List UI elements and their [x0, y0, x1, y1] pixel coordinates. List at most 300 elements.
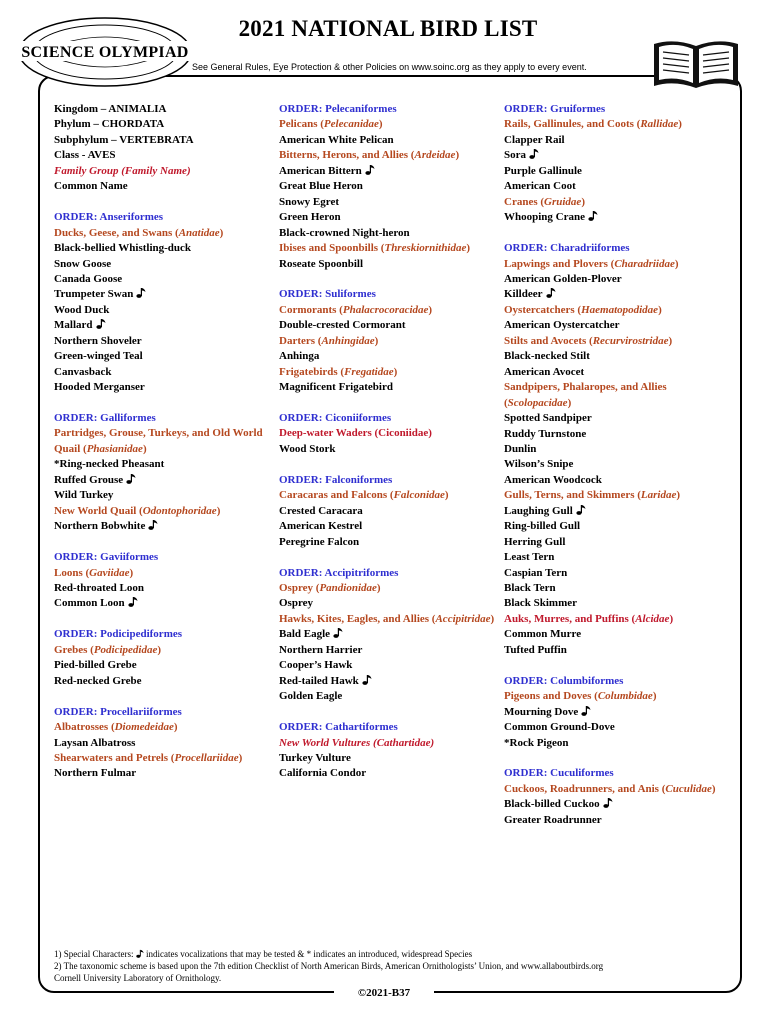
list-item [54, 257, 274, 272]
bird-name: Red-necked Grebe [54, 674, 142, 687]
list-item [504, 720, 724, 735]
policy-notice: See General Rules, Eye Protection & other Policies on www.soinc.org as they apply to every event. [190, 62, 654, 72]
list-item [279, 504, 499, 519]
footnotes [54, 948, 734, 984]
list-item [504, 179, 724, 194]
spacer [54, 535, 274, 550]
bird-name: Snowy Egret [279, 195, 339, 208]
bird-name: Common Ground-Dove [504, 721, 615, 734]
music-note-icon [148, 519, 158, 530]
spacer [279, 550, 499, 565]
bird-name: Double-crested Cormorant [279, 319, 406, 332]
list-item [279, 766, 499, 781]
family-common-name: Auks, Murres, and Puffins ( [504, 612, 636, 625]
family-common-name: Stilts and Avocets ( [504, 334, 593, 347]
list-item [504, 427, 724, 442]
family-common-name: Caracaras and Falcons ( [279, 489, 394, 502]
order-heading: ORDER: Ciconiiformes [279, 412, 392, 425]
family-heading [279, 117, 499, 132]
list-item [279, 519, 499, 534]
bird-name: California Condor [279, 767, 367, 780]
list-item [279, 442, 499, 457]
family-common-name: Cormorants ( [279, 303, 343, 316]
list-item [54, 380, 274, 395]
bird-name: American White Pelican [279, 133, 394, 146]
list-item [279, 318, 499, 333]
bird-name: Green-winged Teal [54, 350, 143, 363]
family-latin-name: Podicipedidae [93, 643, 158, 656]
footnote-2: 2) The taxonomic scheme is based upon the 7th edition Checklist of North American Birds, American Ornithologists’ Union, and www.allaboutbirds.org [54, 961, 604, 971]
family-heading [504, 612, 724, 627]
list-item [504, 596, 724, 611]
family-common-name: New World Quail ( [54, 504, 143, 517]
family-paren: ) [466, 242, 471, 255]
list-item [504, 504, 724, 519]
column-3 [504, 102, 724, 828]
list-item [279, 226, 499, 241]
family-heading [279, 334, 499, 349]
bird-name: Roseate Spoonbill [279, 257, 364, 270]
list-item [279, 674, 499, 689]
family-common-name: Rails, Gallinules, and Coots ( [504, 118, 641, 131]
family-common-name: Oystercatchers ( [504, 303, 582, 316]
bird-name: Pied-billed Grebe [54, 659, 137, 672]
list-item [504, 164, 724, 179]
bird-name: Mallard [54, 319, 93, 332]
bird-name: Canada Goose [54, 272, 123, 285]
list-item [279, 179, 499, 194]
bird-name: Trumpeter Swan [54, 288, 134, 301]
bird-name: American Golden-Plover [504, 272, 622, 285]
bird-name: Purple Gallinule [504, 164, 582, 177]
family-heading [279, 426, 499, 441]
family-latin-name: Gruidae [544, 195, 582, 208]
list-item [54, 488, 274, 503]
bird-name: American Woodcock [504, 473, 602, 486]
list-item [279, 535, 499, 550]
family-latin-name: Diomedeidae [114, 721, 174, 734]
bird-name: Osprey [279, 597, 314, 610]
family-paren: ) [567, 396, 572, 409]
family-common-name: Gulls, Terns, and Skimmers ( [504, 489, 641, 502]
family-common-name: Darters ( [279, 334, 322, 347]
family-paren: ) [581, 195, 585, 208]
list-item [504, 813, 724, 828]
list-item [54, 102, 274, 117]
music-note-icon [588, 210, 598, 221]
family-common-name: Ibises and Spoonbills ( [279, 242, 385, 255]
family-paren: ) [376, 581, 381, 594]
family-heading [54, 226, 274, 241]
bird-name: Peregrine Falcon [279, 535, 360, 548]
list-item [54, 581, 274, 596]
bird-name: Ruffed Grouse [54, 473, 124, 486]
bird-name: Mourning Dove [504, 705, 579, 718]
family-heading [279, 581, 499, 596]
bird-name: Clapper Rail [504, 133, 565, 146]
family-paren: ) [216, 504, 221, 517]
bird-name: Magnificent Frigatebird [279, 381, 393, 394]
family-heading [504, 689, 724, 704]
music-note-icon [136, 949, 144, 958]
bird-name: American Oystercatcher [504, 319, 620, 332]
bird-name: Black Skimmer [504, 597, 578, 610]
list-item [504, 519, 724, 534]
list-item [504, 473, 724, 488]
bird-name: Hooded Merganser [54, 381, 145, 394]
family-paren: ) [658, 303, 662, 316]
family-paren: ) [669, 612, 674, 625]
spacer [279, 705, 499, 720]
list-item [279, 627, 499, 642]
order-heading: ORDER: Galliformes [54, 412, 156, 425]
family-heading [504, 303, 724, 318]
family-heading [279, 365, 499, 380]
footnote-3: Cornell University Laboratory of Ornithology. [54, 973, 222, 983]
bird-name: Laysan Albatross [54, 736, 136, 749]
family-heading [504, 380, 724, 411]
bird-name: Common Murre [504, 628, 582, 641]
family-latin-name: Charadriidae [614, 257, 675, 270]
bird-name: Snow Goose [54, 257, 112, 270]
list-item [54, 303, 274, 318]
list-item [504, 318, 724, 333]
family-latin-name: Anatidae [178, 226, 220, 239]
family-paren: ) [711, 782, 716, 795]
bird-name: Canvasback [54, 365, 112, 378]
family-paren: ) [652, 690, 657, 703]
bird-name: Subphylum – VERTEBRATA [54, 133, 194, 146]
family-common-name: Pelicans ( [279, 118, 324, 131]
family-paren: ) [238, 751, 243, 764]
bird-name: Red-tailed Hawk [279, 674, 359, 687]
list-item [504, 411, 724, 426]
spacer [54, 612, 274, 627]
music-note-icon [603, 797, 613, 808]
family-common-name: Loons ( [54, 566, 90, 579]
family-latin-name: Accipitridae [435, 612, 491, 625]
list-item [504, 627, 724, 642]
bird-name: Common Loon [54, 597, 125, 610]
order-heading: ORDER: Falconiformes [279, 473, 393, 486]
bird-name: Northern Bobwhite [54, 520, 146, 533]
music-note-icon [365, 164, 375, 175]
list-item [279, 380, 499, 395]
family-paren: ) [676, 489, 681, 502]
family-latin-name: Family Name [124, 164, 187, 177]
list-item [54, 287, 274, 302]
family-paren: ) [393, 365, 398, 378]
bird-name: Least Tern [504, 551, 555, 564]
family-latin-name: Columbidae [597, 690, 653, 703]
bird-name: Class - AVES [54, 149, 116, 162]
family-paren: ) [490, 612, 495, 625]
bird-name: Wild Turkey [54, 489, 114, 502]
bird-name: Black Tern [504, 582, 556, 595]
bird-name: Phylum – CHORDATA [54, 118, 165, 131]
family-latin-name: Odontophoridae [142, 504, 217, 517]
list-item [504, 736, 724, 751]
family-common-name: Grebes ( [54, 643, 94, 656]
family-common-name: Deep-water Waders (Ciconiidae) [279, 427, 432, 440]
family-latin-name: Fregatidae [344, 365, 394, 378]
spacer [504, 658, 724, 673]
list-item [504, 797, 724, 812]
bird-name: Northern Fulmar [54, 767, 137, 780]
bird-name: *Ring-necked Pheasant [54, 458, 165, 471]
spacer [279, 457, 499, 472]
list-item [504, 643, 724, 658]
family-paren: ) [678, 118, 682, 131]
music-note-icon [546, 287, 556, 298]
list-item [54, 179, 274, 194]
page-title: 2021 NATIONAL BIRD LIST [238, 16, 538, 41]
list-item [54, 272, 274, 287]
list-item [54, 473, 274, 488]
family-latin-name: Haematopodidae [581, 303, 659, 316]
music-note-icon [136, 287, 146, 298]
list-item [54, 457, 274, 472]
column-2 [279, 102, 499, 782]
spacer [54, 689, 274, 704]
family-latin-name: Rallidae [640, 118, 679, 131]
bird-name: Killdeer [504, 288, 543, 301]
list-item [54, 736, 274, 751]
open-book-icon [650, 36, 742, 92]
order-heading: ORDER: Suliformes [279, 288, 376, 301]
list-item [279, 596, 499, 611]
list-item [279, 349, 499, 364]
music-note-icon [362, 674, 372, 685]
list-item [504, 365, 724, 380]
list-item [279, 689, 499, 704]
family-common-name: Ducks, Geese, and Swans ( [54, 226, 179, 239]
music-note-icon [126, 473, 136, 484]
music-note-icon [333, 627, 343, 638]
bird-name: Cooper’s Hawk [279, 659, 353, 672]
bird-name: *Rock Pigeon [504, 736, 569, 749]
family-heading [54, 720, 274, 735]
list-item [504, 705, 724, 720]
order-heading: ORDER: Cathartiformes [279, 721, 398, 734]
family-latin-name: Threskiornithidae [384, 242, 467, 255]
family-heading [54, 566, 274, 581]
order-heading: ORDER: Anseriformes [54, 211, 164, 224]
music-note-icon [96, 318, 106, 329]
list-item [54, 349, 274, 364]
bird-name: Wood Stork [279, 442, 336, 455]
bird-name: Wood Duck [54, 303, 110, 316]
family-heading [504, 117, 724, 132]
bird-name: Dunlin [504, 442, 537, 455]
family-heading [504, 195, 724, 210]
family-common-name: Pigeons and Doves ( [504, 690, 598, 703]
family-heading [279, 241, 499, 256]
family-heading [504, 334, 724, 349]
family-latin-name: Phasianidae [86, 442, 143, 455]
family-heading [504, 257, 724, 272]
list-item [279, 257, 499, 272]
list-item [504, 287, 724, 302]
family-latin-name: Falconidae [393, 489, 445, 502]
family-paren: ) [455, 149, 460, 162]
family-common-name: Lapwings and Plovers ( [504, 257, 615, 270]
family-paren: ) [374, 334, 379, 347]
list-item [54, 318, 274, 333]
family-common-name: Bitterns, Herons, and Allies ( [279, 149, 415, 162]
family-common-name: Cuckoos, Roadrunners, and Anis ( [504, 782, 666, 795]
list-item [54, 133, 274, 148]
bird-name: Black-crowned Night-heron [279, 226, 410, 239]
list-item [279, 643, 499, 658]
bird-name: Crested Caracara [279, 504, 363, 517]
list-item [504, 457, 724, 472]
logo-text: SCIENCE OLYMPIAD [21, 44, 189, 61]
family-common-name: Hawks, Kites, Eagles, and Allies ( [279, 612, 436, 625]
bird-name: Ring-billed Gull [504, 520, 581, 533]
order-heading: ORDER: Procellariiformes [54, 705, 182, 718]
list-item [54, 365, 274, 380]
list-item [54, 596, 274, 611]
column-1 [54, 102, 274, 782]
bird-name: Laughing Gull [504, 504, 573, 517]
order-heading: ORDER: Cuculiformes [504, 767, 614, 780]
family-latin-name: Laridae [640, 489, 677, 502]
family-latin-name: Recurvirostridae [592, 334, 669, 347]
list-item [279, 210, 499, 225]
family-common-name: Family Group ( [54, 164, 125, 177]
bird-name: Turkey Vulture [279, 751, 351, 764]
bird-name: Whooping Crane [504, 211, 585, 224]
spacer [279, 272, 499, 287]
family-heading [504, 782, 724, 797]
family-paren: ) [668, 334, 673, 347]
order-heading: ORDER: Charadriiformes [504, 242, 630, 255]
bird-name: Northern Shoveler [54, 334, 142, 347]
bird-name: Golden Eagle [279, 690, 343, 703]
list-item [279, 658, 499, 673]
science-olympiad-logo [10, 8, 200, 90]
list-item [54, 766, 274, 781]
family-heading [279, 612, 499, 627]
family-paren: ) [428, 303, 433, 316]
family-latin-name: Scolopacidae [507, 396, 568, 409]
bird-name: Kingdom – ANIMALIA [54, 103, 167, 115]
bird-name: Tufted Puffin [504, 643, 567, 656]
family-latin-name: Pelecanidae [323, 118, 379, 131]
list-item [504, 535, 724, 550]
family-heading [54, 504, 274, 519]
order-heading: ORDER: Gaviiformes [54, 551, 159, 564]
family-common-name: Shearwaters and Petrels ( [54, 751, 175, 764]
list-item [504, 566, 724, 581]
list-item [279, 751, 499, 766]
list-item [54, 334, 274, 349]
list-item [504, 442, 724, 457]
bird-name: Black-billed Cuckoo [504, 798, 600, 811]
spacer [54, 195, 274, 210]
bird-name: Common Name [54, 180, 128, 193]
list-item [504, 210, 724, 225]
list-item [54, 519, 274, 534]
family-heading [504, 488, 724, 503]
family-heading [279, 736, 499, 751]
family-latin-name: Pandionidae [319, 581, 377, 594]
family-paren: ) [157, 643, 162, 656]
bird-name: Sora [504, 149, 526, 162]
bird-name: Green Heron [279, 211, 341, 224]
bird-name: Wilson’s Snipe [504, 458, 574, 471]
bird-name: Ruddy Turnstone [504, 427, 587, 440]
family-paren: ) [444, 489, 449, 502]
family-latin-name: Ardeidae [414, 149, 456, 162]
family-latin-name: Cuculidae [665, 782, 712, 795]
list-item [54, 148, 274, 163]
family-paren: ) [674, 257, 679, 270]
family-paren: ) [219, 226, 224, 239]
bird-name: Spotted Sandpiper [504, 412, 592, 425]
family-heading [54, 751, 274, 766]
family-heading [54, 426, 274, 457]
bird-name: Black-bellied Whistling-duck [54, 242, 192, 255]
bird-name: Northern Harrier [279, 643, 363, 656]
family-latin-name: Procellariidae [174, 751, 239, 764]
music-note-icon [529, 148, 539, 159]
bird-name: Black-necked Stilt [504, 350, 590, 363]
bird-name: American Avocet [504, 365, 585, 378]
family-common-name: Frigatebirds ( [279, 365, 345, 378]
spacer [504, 751, 724, 766]
list-item [279, 195, 499, 210]
order-heading: ORDER: Podicipediformes [54, 628, 183, 641]
family-legend [54, 164, 274, 179]
family-latin-name: Alcidae [635, 612, 670, 625]
order-heading: ORDER: Accipitriformes [279, 566, 399, 579]
bird-name: Greater Roadrunner [504, 813, 602, 826]
footnote-1-label: 1) Special Characters: [54, 949, 134, 959]
family-paren: ) [378, 118, 383, 131]
list-item [504, 133, 724, 148]
family-common-name: Albatrosses ( [54, 721, 115, 734]
spacer [504, 226, 724, 241]
family-common-name: New World Vultures (Cathartidae) [279, 736, 435, 749]
family-paren: ) [142, 442, 147, 455]
music-note-icon [576, 504, 586, 515]
bird-name: Anhinga [279, 350, 320, 363]
family-heading [279, 488, 499, 503]
family-common-name: Cranes ( [504, 195, 545, 208]
family-common-name: Osprey ( [279, 581, 320, 594]
copyright: ©2021-B37 [334, 987, 434, 999]
bird-name: American Coot [504, 180, 576, 193]
list-item [504, 148, 724, 163]
family-heading [279, 303, 499, 318]
list-item [504, 581, 724, 596]
spacer [279, 396, 499, 411]
family-heading [279, 148, 499, 163]
spacer [54, 396, 274, 411]
order-heading: ORDER: Pelecaniformes [279, 103, 397, 115]
bird-name: Great Blue Heron [279, 180, 363, 193]
family-latin-name: Gaviidae [89, 566, 130, 579]
family-latin-name: Phalacrocoracidae [342, 303, 429, 316]
bird-name: Bald Eagle [279, 628, 331, 641]
bird-name: American Kestrel [279, 520, 363, 533]
bird-name: Caspian Tern [504, 566, 568, 579]
list-item [54, 658, 274, 673]
list-item [54, 674, 274, 689]
list-item [504, 550, 724, 565]
